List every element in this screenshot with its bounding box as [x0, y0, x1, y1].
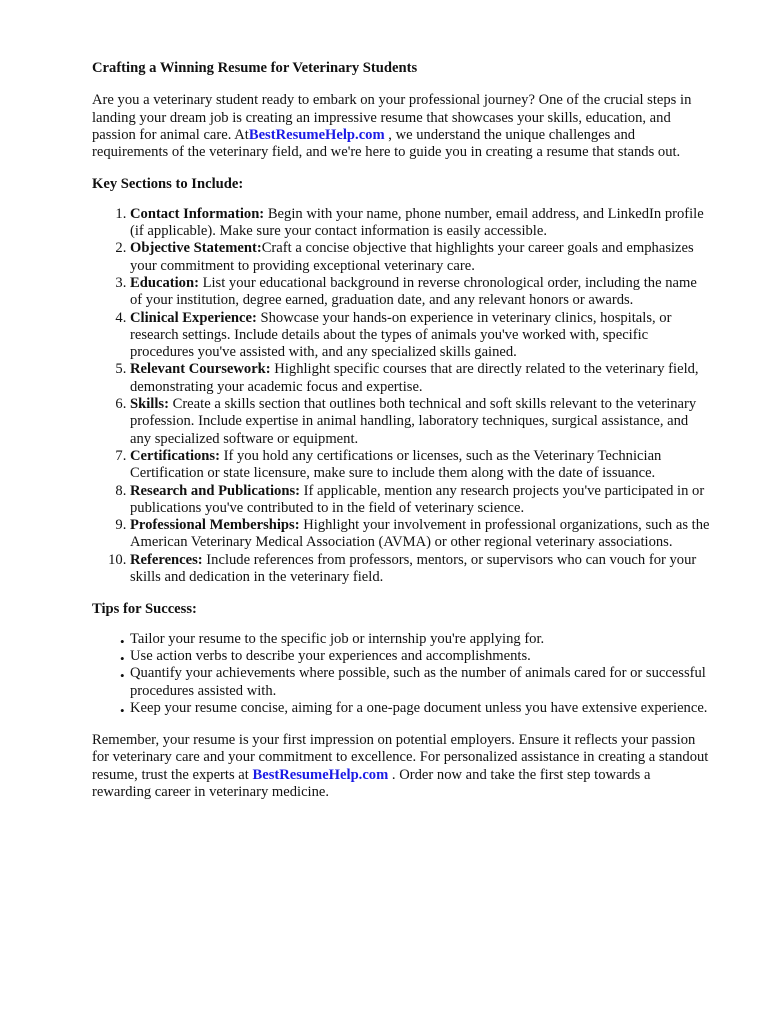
list-item-term: Education:: [130, 274, 199, 291]
list-item-term: Objective Statement:: [130, 240, 262, 257]
list-item: [130, 517, 712, 552]
list-item-text: Highlight specific courses that are directly related to the veterinary field, demonstrating your academic focus and expertise.: [130, 361, 699, 395]
list-item-term: Skills:: [130, 396, 169, 413]
list-item-text: List your educational background in reverse chronological order, including the name of your institution, degree earned, graduation date, and any relevant honors or awards.: [130, 274, 697, 309]
list-item: [130, 483, 712, 518]
intro-paragraph: [92, 92, 712, 161]
list-item-term: Clinical Experience:: [130, 309, 257, 326]
list-item-term: Professional Memberships:: [130, 517, 300, 534]
list-item-text: Create a skills section that outlines both technical and soft skills relevant to the veterinary profession. Include expertise in animal handling, laboratory techniques, surgical assistance, and any specialized software or equipment.: [130, 396, 697, 447]
closing-text-end: . Order now and take the first step towards a rewarding career in veterinary medicine.: [92, 766, 651, 800]
tip-item: • Tailor your resume to the specific job or internship you're applying for.: [130, 631, 712, 648]
tip-item: • Use action verbs to describe your experiences and accomplishments.: [130, 648, 712, 665]
list-item-text: Begin with your name, phone number, email address, and LinkedIn profile (if applicable). Make sure your contact information is easily accessible.: [130, 205, 704, 240]
list-item-text: If applicable, mention any research projects you've participated in or publications you've contributed to in the field of veterinary science.: [130, 482, 705, 516]
closing-paragraph: [92, 732, 712, 801]
tip-item: • Keep your resume concise, aiming for a one-page document unless you have extensive experience.: [130, 700, 712, 717]
closing-text-start: Remember, your resume is your first impression on potential employers. Ensure it reflects your passion for veterinary care and your commitment to excellence. For personalized assistance in creating a standout resume, trust the experts at: [92, 732, 709, 783]
list-item: [130, 396, 712, 448]
list-item-term: Certifications:: [130, 447, 220, 464]
sections-list: [92, 206, 712, 587]
list-item: [130, 240, 712, 275]
list-item-text: Showcase your hands-on experience in veterinary clinics, hospitals, or research settings. Include details about the types of animals you've worked with, specific procedures you've assisted with, and any specialized skills gained.: [130, 309, 672, 361]
sections-heading: Key Sections to Include:: [92, 176, 244, 193]
intro-site-link[interactable]: BestResumeHelp.com: [248, 126, 385, 143]
list-item-term: References:: [130, 551, 203, 568]
closing-site-link[interactable]: BestResumeHelp.com: [252, 766, 389, 783]
tips-list: [92, 631, 712, 717]
list-item: [130, 552, 712, 587]
list-item-text: Include references from professors, mentors, or supervisors who can vouch for your skills and dedication in the veterinary field.: [130, 551, 697, 586]
tip-item: • Quantify your achievements where possible, such as the number of animals cared for or successful procedures assisted with.: [130, 665, 712, 700]
intro-text-start: Are you a veterinary student ready to embark on your professional journey? One of the crucial steps in landing your dream job is creating an impressive resume that showcases your skills, education, and passion for animal care. At: [92, 92, 692, 143]
list-item-text: If you hold any certifications or licenses, such as the Veterinary Technician Certification or state licensure, make sure to include them along with the date of issuance.: [130, 447, 662, 482]
list-item: [130, 275, 712, 310]
list-item: [130, 310, 712, 362]
list-item: [130, 361, 712, 396]
intro-text-end: , we understand the unique challenges and requirements of the veterinary field, and we're here to guide you in creating a resume that stands out.: [92, 126, 681, 161]
document-title: Crafting a Winning Resume for Veterinary Students: [92, 60, 418, 76]
list-item-text: Highlight your involvement in professional organizations, such as the American Veterinary Medical Association (AVMA) or other regional veterinary associations.: [130, 517, 710, 551]
list-item: [130, 448, 712, 483]
list-item-text: Craft a concise objective that highlights your career goals and emphasizes your commitment to providing exceptional veterinary care.: [130, 240, 694, 274]
list-item: [130, 206, 712, 241]
list-item-term: Contact Information:: [130, 205, 265, 222]
tips-heading: Tips for Success:: [92, 601, 197, 618]
list-item-term: Relevant Coursework:: [130, 361, 271, 378]
list-item-term: Research and Publications:: [130, 482, 301, 499]
